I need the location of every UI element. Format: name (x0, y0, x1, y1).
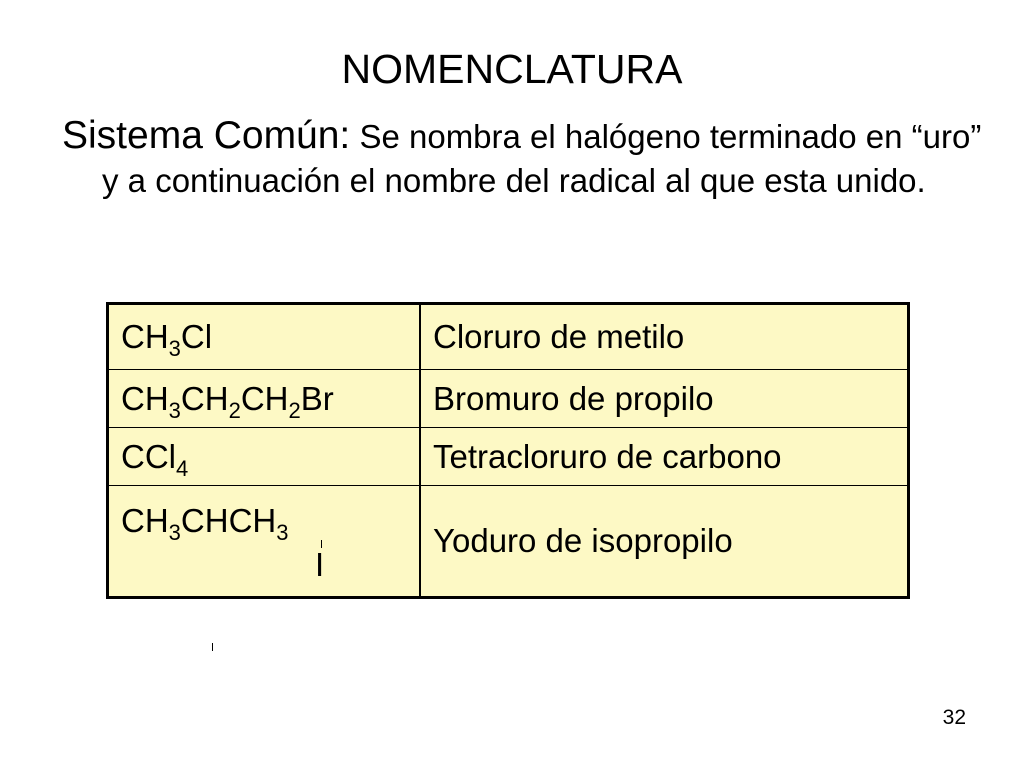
slide-title: NOMENCLATURA (341, 46, 683, 92)
formula-cell: $CH_3CH_2CH_2Br$ (108, 370, 421, 428)
name-cell: Bromuro de propilo (420, 370, 909, 428)
formula-cell: $CH_3Cl$ (108, 304, 421, 370)
formula-cell (108, 486, 421, 598)
table-row (108, 486, 909, 598)
formula-substituent: I (315, 546, 325, 583)
name-cell: Tetracloruro de carbono (420, 428, 909, 486)
bullet-text: Se nombra el halógeno terminado en “uro” y a continuación el nombre del radical al que esta unido. (102, 118, 982, 199)
table-row (108, 370, 909, 428)
stray-mark (212, 643, 213, 651)
formula-cell: CCl$_4$ (108, 428, 421, 486)
bullet-paragraph (62, 114, 1002, 203)
table-row (108, 428, 909, 486)
formula-main-chain: $CH_3CHCH_3$ (121, 502, 289, 545)
name-cell: Yoduro de isopropilo (420, 486, 909, 598)
table-row (108, 304, 909, 370)
page-number: 32 (942, 706, 966, 729)
bullet-lead: Sistema Común: (62, 114, 351, 157)
name-cell: Cloruro de metilo (420, 304, 909, 370)
nomenclature-table (106, 302, 910, 599)
